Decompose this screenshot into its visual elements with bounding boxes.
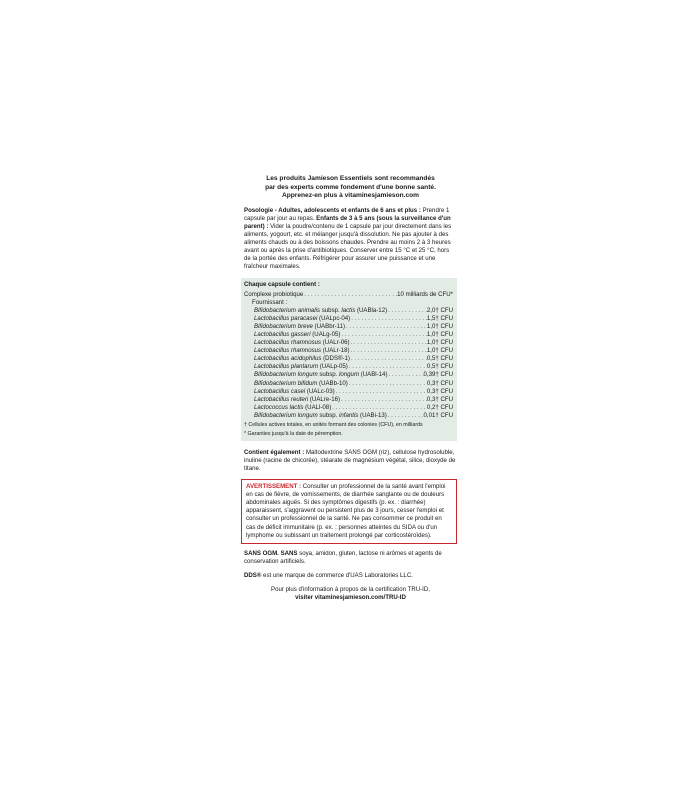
strain-species: Lactococcus lactis [254,403,304,411]
other-ingredients-heading: Contient également : [244,448,305,456]
strain-row [244,371,453,379]
strain-value: 0,3† CFU [426,379,453,387]
strain-name [254,363,348,371]
intro-line: Apprenez-en plus à vitaminesjamieson.com [281,192,420,200]
other-ingredients-text: Maltodextrine SANS OGM (riz), cellulose hydrosoluble, inuline (racine de chicorée), stéarate de magnésium végétal, silice, dioxyde de titane. [244,448,456,472]
trademark-heading: DDS® [244,571,262,579]
strain-row [244,339,453,347]
complex-value: 10 milliards de CFU* [397,290,453,298]
trademark-text: est une marque de commerce d'UAS Laboratories LLC. [261,571,413,579]
strain-row [244,380,453,388]
strain-name [254,388,335,396]
strain-value: 1,0† CFU [426,347,453,355]
strain-code: (UABl-14) [359,371,388,379]
leader-dots [350,315,427,323]
strain-species: Lactobacillus rhamnosus [254,347,322,355]
strain-code: (UALr-06) [321,339,350,347]
strain-name [254,339,350,347]
strain-code: (UALp-05) [318,363,348,371]
strain-code: (UALpc-04) [317,314,351,322]
strain-name [254,331,340,339]
leader-dots [331,404,427,412]
footnote-cfu: † Cellules actives totales, en unités formant des colonies (CFU), en milliards [244,422,423,429]
leader-dots [303,291,397,299]
strain-value: 1,0† CFU [426,331,453,338]
strain-row [244,315,453,323]
strain-species: Lactobacillus gasseri [254,331,311,338]
strain-code: (UALr-18) [321,347,350,355]
strain-name [254,404,331,412]
strain-species: Lactobacillus acidophilus [254,355,322,363]
kids-dosage-heading: Enfants de 3 à 5 ans (sous la surveillance d'un parent) : [244,214,451,230]
strain-row [244,347,453,355]
strain-code: (UALre-16) [308,395,341,403]
strain-value: 0,3† CFU [426,387,453,395]
strain-name [254,396,340,404]
strain-subspecies: longum [339,371,360,379]
leader-dots [348,380,427,388]
warning-heading: AVERTISSEMENT : [246,483,302,491]
footnote-guarantee: * Garanties jusqu'à la date de péremption. [244,430,343,437]
strain-value: 1,0† CFU [426,322,453,330]
strain-code: (DDS®-1) [321,355,350,363]
strain-species: Bifidobacterium longum [254,411,318,419]
strain-row [244,388,453,396]
strain-list [244,307,453,420]
composition-box [241,278,457,440]
leader-dots [387,412,424,420]
tru-id-footer [244,586,457,602]
strain-code: (UABbr-11) [312,322,345,330]
strain-species: Lactobacillus plantarum [254,363,319,371]
leader-dots [387,307,427,315]
leader-dots [340,331,427,339]
strain-row [244,355,453,363]
leader-dots [345,323,427,331]
strain-species: Bifidobacterium longum [254,371,318,379]
strain-code: (UALc-03) [305,387,335,395]
strain-value: 1,0† CFU [426,339,453,347]
warning-box [241,479,457,544]
strain-code: (UALl-08) [303,403,332,411]
strain-value: 0,01† CFU [423,411,453,419]
strain-subsp: subsp. [320,306,342,314]
dosage-text: Prendre 1 capsule par jour au repas. [244,206,450,222]
strain-subspecies: infantis [339,411,359,419]
strain-code: (UABla-12) [355,306,388,314]
strain-row [244,331,453,339]
strain-subspecies: lactis [341,306,356,314]
strain-species: Lactobacillus paracasei [254,314,318,322]
strain-row [244,396,453,404]
intro-line: Les produits Jamieson Essentiels sont recommandés [266,175,435,182]
strain-row [244,363,453,371]
strain-value: 0,5† CFU [426,363,453,371]
strain-code: (UABb-10) [317,379,348,387]
intro-block [244,175,457,201]
strain-value: 0,39† CFU [423,371,453,379]
complex-row [244,291,453,299]
leader-dots [350,339,427,347]
other-ingredients [244,449,457,473]
strain-name [254,307,387,315]
strain-species: Lactobacillus reuteri [254,395,309,403]
strain-name [254,323,345,331]
strain-name [254,412,387,420]
leader-dots [348,363,427,371]
strain-species: Bifidobacterium bifidum [254,379,318,387]
strain-name [254,371,387,379]
dosage-paragraph [244,207,457,272]
strain-species: Lactobacillus casei [254,387,306,395]
warning-text: Consulter un professionnel de la santé avant l'emploi en cas de fièvre, de vomissements, de diarrhée sanglante ou de douleurs abdominales aiguës. Si des symptômes digestifs (p. ex. : diarrhée) apparaissent, s'aggravent ou persistent plus de 3 jours, cesser l'emploi et consulter un professionnel de la santé. Ne pas consommer ce produit en cas de déficit immunitaire (p. ex. : personnes atteintes du SIDA ou d'un lymphome ou subissant un traitement prolongé par corticostéroïdes). [246,483,446,539]
providing-label: Fournissant : [252,298,288,306]
footer-line: Pour plus d'information à propos de la certification TRU-ID, [271,586,430,593]
strain-name [254,315,350,323]
composition-title: Chaque capsule contient : [244,281,320,289]
strain-value: 0,2† CFU [426,403,453,411]
strain-code: (UABi-13) [358,411,387,419]
strain-value: 0,3† CFU [426,395,453,403]
strain-row [244,404,453,412]
strain-name [254,380,348,388]
leader-dots [350,347,427,355]
strain-species: Lactobacillus rhamnosus [254,339,322,347]
strain-row [244,412,453,420]
strain-species: Bifidobacterium breve [254,322,313,330]
intro-line: par des experts comme fondement d'une bonne santé. [265,183,436,191]
product-label [244,175,457,602]
tru-id-link[interactable]: visiter vitaminesjamieson.com/TRU-ID [295,594,406,602]
dosage-heading: Posologie - Adultes, adolescents et enfants de 6 ans et plus : [244,206,421,214]
strain-value: 0,5† CFU [426,355,453,363]
strain-row [244,323,453,331]
strain-subsp: subsp. [317,371,340,379]
leader-dots [340,396,427,404]
trademark-statement [244,572,457,580]
leader-dots [387,371,423,379]
free-from-text: soya, amidon, gluten, lactose ni arômes et agents de conservation artificiels. [244,549,442,565]
strain-code: (UALg-05) [310,331,341,338]
free-from-statement [244,550,457,566]
complex-label: Complexe probiotique [244,290,304,298]
leader-dots [350,355,427,363]
strain-value: 2,0† CFU [426,306,453,314]
strain-name [254,355,350,363]
strain-subsp: subsp. [317,411,340,419]
strain-value: 1,5† CFU [426,314,453,322]
free-from-heading: SANS OGM. SANS [244,549,298,557]
kids-dosage-text: Vider la poudre/contenu de 1 capsule par jour directement dans les aliments, yogourt, etc. et mélanger jusqu'à dissolution. Ne pas ajouter à des aliments chauds ou à des boissons chaudes. Prendre au moins 2 à 3 heures avant ou après la prise d'antibiotiques. Conserver entre 15 °C et 25 °C, hors de la portée des enfants. Réfrigérer pour assurer une puissance et une fraîcheur maximales. [244,222,452,271]
strain-species: Bifidobacterium animalis [254,306,321,314]
strain-row [244,307,453,315]
strain-name [254,347,350,355]
leader-dots [335,388,427,396]
